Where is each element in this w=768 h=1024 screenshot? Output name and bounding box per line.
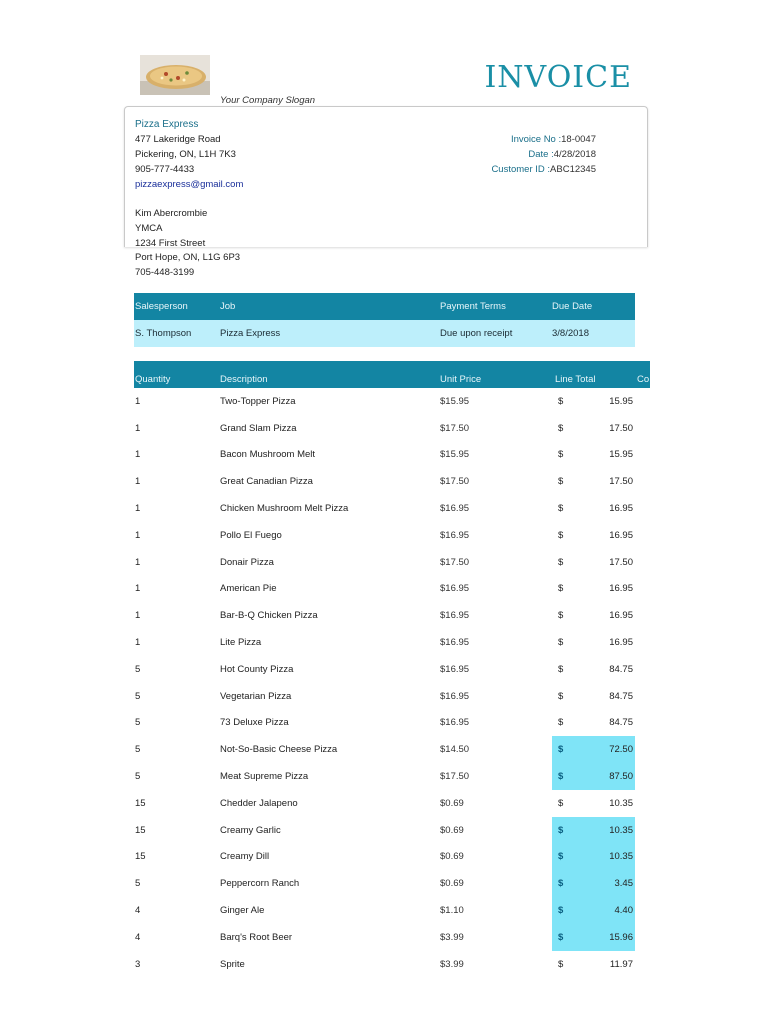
item-unit-price: $14.50 [440,744,470,756]
item-line-total-cell [552,924,635,951]
table-row [134,656,635,683]
due-date-value: 3/8/2018 [552,328,589,339]
company-address-line1: 477 Lakeridge Road [135,134,221,145]
item-quantity: 1 [135,503,141,515]
item-line-total-cell [552,415,635,442]
company-email[interactable]: pizzaexpress@gmail.com [135,179,244,190]
line-total-header: Line Total [555,374,596,385]
item-description: Peppercorn Ranch [220,878,300,890]
item-quantity: 5 [135,771,141,783]
currency-symbol: $ [558,690,564,702]
item-line-total-cell [552,468,635,495]
item-unit-price: $15.95 [440,395,470,407]
invoice-date-value: 4/28/2018 [553,149,596,160]
table-row [134,924,635,951]
item-description: Not-So-Basic Cheese Pizza [220,744,338,756]
customer-id-row [491,164,596,175]
customer-name: Kim Abercrombie [135,208,208,219]
currency-symbol: $ [558,583,564,595]
currency-symbol: $ [558,771,564,783]
quantity-header: Quantity [135,374,171,385]
item-line-total-cell [552,870,635,897]
description-header: Description [220,374,268,385]
salesperson-header: Salesperson [135,301,188,312]
item-quantity: 1 [135,449,141,461]
item-unit-price: $16.95 [440,503,470,515]
company-name: Pizza Express [135,119,199,130]
item-quantity: 1 [135,476,141,488]
item-unit-price: $0.69 [440,878,464,890]
customer-address-line1: 1234 First Street [135,238,206,249]
item-line-total: 15.96 [609,931,633,943]
table-row [134,736,635,763]
invoice-number-label: Invoice No : [510,134,562,145]
item-quantity: 1 [135,556,141,568]
item-unit-price: $16.95 [440,583,470,595]
currency-symbol: $ [558,931,564,943]
item-quantity: 15 [135,824,146,836]
item-line-total: 84.75 [609,717,633,729]
item-quantity: 5 [135,717,141,729]
currency-symbol: $ [558,851,564,863]
table-row [134,495,635,522]
item-line-total: 10.35 [609,824,633,836]
table-row [134,629,635,656]
table-row [134,951,635,978]
item-quantity: 5 [135,690,141,702]
company-address-line2: Pickering, ON, L1H 7K3 [135,149,236,160]
item-unit-price: $16.95 [440,663,470,675]
invoice-number-row [511,134,596,145]
item-line-total-cell [552,951,635,978]
company-phone: 905-777-4433 [135,164,195,175]
currency-symbol: $ [558,449,564,461]
item-line-total-cell [552,495,635,522]
item-line-total: 17.50 [609,422,633,434]
salesperson-value: S. Thompson [135,328,192,339]
item-description: Creamy Dill [220,851,270,863]
item-unit-price: $16.95 [440,610,470,622]
item-line-total: 3.45 [614,878,633,890]
item-quantity: 4 [135,905,141,917]
item-unit-price: $17.50 [440,422,470,434]
payment-terms-header: Payment Terms [440,301,506,312]
table-row [134,602,635,629]
item-unit-price: $16.95 [440,637,470,649]
item-quantity: 5 [135,878,141,890]
item-line-total-cell [552,522,635,549]
table-row [134,790,635,817]
item-description: Donair Pizza [220,556,274,568]
currency-symbol: $ [558,529,564,541]
item-unit-price: $0.69 [440,851,464,863]
table-row [134,549,635,576]
items-header-row [134,361,650,388]
item-line-total: 16.95 [609,637,633,649]
sales-header-row [134,293,635,320]
header-card [124,106,648,247]
item-unit-price: $0.69 [440,797,464,809]
sales-values-row [134,320,635,347]
table-row [134,897,635,924]
item-line-total-cell [552,736,635,763]
item-line-total-cell [552,790,635,817]
due-date-header: Due Date [552,301,593,312]
table-row [134,817,635,844]
currency-symbol: $ [558,797,564,809]
currency-symbol: $ [558,503,564,515]
currency-symbol: $ [558,395,564,407]
item-description: Bacon Mushroom Melt [220,449,316,461]
item-description: Sprite [220,958,245,970]
item-line-total: 11.97 [609,958,633,970]
item-quantity: 1 [135,395,141,407]
item-description: Lite Pizza [220,637,262,649]
table-row [134,442,635,469]
currency-symbol: $ [558,476,564,488]
item-line-total-cell [552,817,635,844]
item-line-total: 10.35 [609,851,633,863]
invoice-title: INVOICE [484,60,632,95]
currency-symbol: $ [558,422,564,434]
item-line-total: 15.95 [609,449,633,461]
item-line-total-cell [552,710,635,737]
item-line-total: 84.75 [609,663,633,675]
item-line-total-cell [552,844,635,871]
currency-symbol: $ [558,958,564,970]
currency-symbol: $ [558,744,564,756]
table-row [134,415,635,442]
job-value: Pizza Express [220,328,281,339]
item-description: 73 Deluxe Pizza [220,717,289,729]
item-unit-price: $16.95 [440,529,470,541]
company-slogan: Your Company Slogan [220,95,316,106]
item-description: Pollo El Fuego [220,529,282,541]
extra-column-header: Co [637,374,650,385]
item-line-total-cell [552,683,635,710]
item-line-total: 17.50 [609,556,633,568]
payment-terms-value: Due upon receipt [440,328,513,339]
customer-id-value: ABC12345 [550,164,596,175]
item-line-total-cell [552,388,635,415]
item-line-total: 16.95 [609,610,633,622]
item-unit-price: $3.99 [440,931,464,943]
item-line-total: 4.40 [614,905,633,917]
item-description: Two-Topper Pizza [220,395,296,407]
table-row [134,763,635,790]
table-row [134,844,635,871]
currency-symbol: $ [558,663,564,675]
table-row [134,468,635,495]
item-description: Grand Slam Pizza [220,422,297,434]
item-description: Hot County Pizza [220,663,294,675]
currency-symbol: $ [558,905,564,917]
item-description: Great Canadian Pizza [220,476,313,488]
item-line-total-cell [552,549,635,576]
item-unit-price: $17.50 [440,476,470,488]
customer-company: YMCA [135,223,163,234]
item-quantity: 1 [135,637,141,649]
item-unit-price: $17.50 [440,771,470,783]
item-line-total: 16.95 [609,583,633,595]
item-line-total: 16.95 [609,529,633,541]
currency-symbol: $ [558,637,564,649]
item-quantity: 15 [135,851,146,863]
item-line-total-cell [552,763,635,790]
item-line-total-cell [552,656,635,683]
item-unit-price: $16.95 [440,717,470,729]
item-quantity: 3 [135,958,141,970]
table-row [134,870,635,897]
item-line-total: 87.50 [609,771,633,783]
currency-symbol: $ [558,878,564,890]
item-quantity: 1 [135,583,141,595]
item-unit-price: $15.95 [440,449,470,461]
item-unit-price: $0.69 [440,824,464,836]
invoice-date-row [528,149,596,160]
invoice-number-value: 18-0047 [561,134,596,145]
item-description: Meat Supreme Pizza [220,771,309,783]
company-logo [140,55,210,95]
currency-symbol: $ [558,824,564,836]
item-line-total-cell [552,602,635,629]
item-line-total: 10.35 [609,797,633,809]
item-description: Bar-B-Q Chicken Pizza [220,610,318,622]
item-quantity: 1 [135,422,141,434]
currency-symbol: $ [558,556,564,568]
item-quantity: 4 [135,931,141,943]
item-description: Ginger Ale [220,905,265,917]
item-line-total-cell [552,897,635,924]
item-unit-price: $3.99 [440,958,464,970]
item-quantity: 5 [135,744,141,756]
unit-price-header: Unit Price [440,374,482,385]
item-line-total: 17.50 [609,476,633,488]
item-description: American Pie [220,583,277,595]
item-quantity: 1 [135,610,141,622]
item-line-total: 15.95 [609,395,633,407]
item-line-total: 84.75 [609,690,633,702]
table-row [134,683,635,710]
currency-symbol: $ [558,610,564,622]
item-quantity: 5 [135,663,141,675]
item-unit-price: $16.95 [440,690,470,702]
item-line-total: 72.50 [609,744,633,756]
item-description: Chicken Mushroom Melt Pizza [220,503,349,515]
table-row [134,576,635,603]
item-line-total-cell [552,576,635,603]
item-description: Chedder Jalapeno [220,797,298,809]
table-row [134,522,635,549]
item-description: Barq's Root Beer [220,931,293,943]
item-line-total-cell [552,629,635,656]
item-quantity: 1 [135,529,141,541]
item-line-total-cell [552,442,635,469]
item-line-total: 16.95 [609,503,633,515]
currency-symbol: $ [558,717,564,729]
table-row [134,710,635,737]
item-unit-price: $17.50 [440,556,470,568]
customer-address-line2: Port Hope, ON, L1G 6P3 [135,252,241,263]
item-description: Vegetarian Pizza [220,690,292,702]
invoice-date-label: Date : [528,149,554,160]
item-unit-price: $1.10 [440,905,464,917]
job-header: Job [220,301,236,312]
table-row [134,388,635,415]
item-description: Creamy Garlic [220,824,281,836]
item-quantity: 15 [135,797,146,809]
customer-phone: 705-448-3199 [135,267,195,278]
customer-id-label: Customer ID : [491,164,551,175]
